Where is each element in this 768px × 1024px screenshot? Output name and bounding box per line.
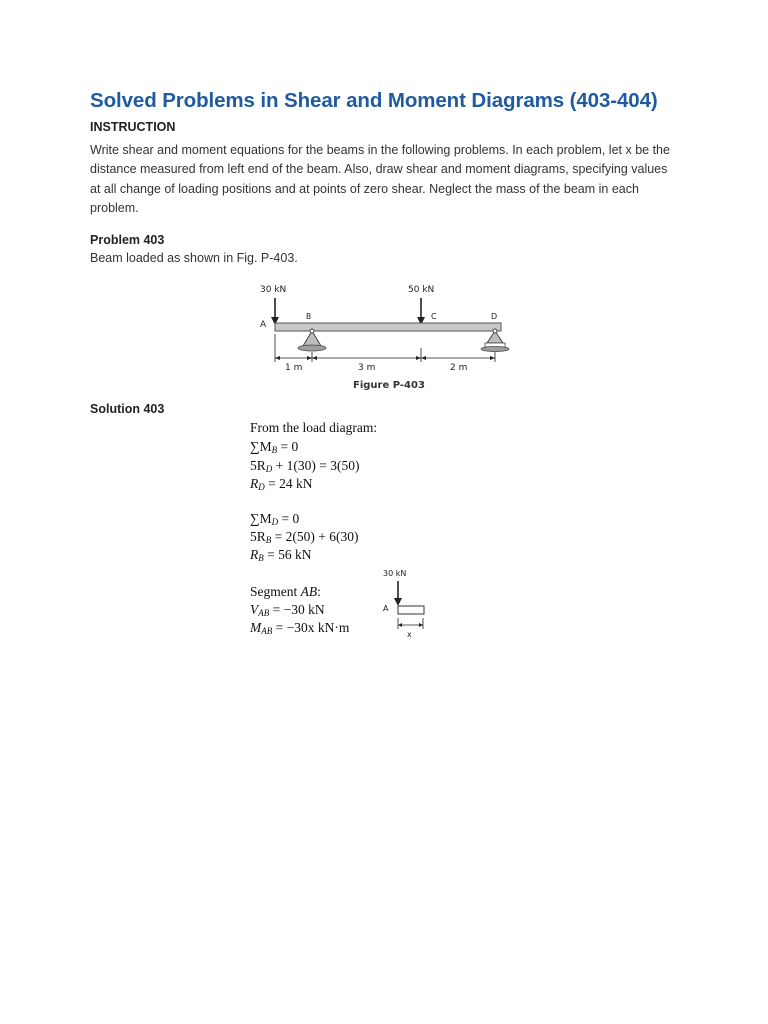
eq-mab: $M_{AB} = -30x$ kN·m [250, 620, 350, 636]
solution-intro: From the load diagram: [250, 420, 378, 435]
point-d-label: D [491, 312, 498, 321]
eq-rb: $R_B = 56$ kN [250, 547, 312, 563]
eq-moment-d: $5R_B = 2(50) + 6(30)$ [250, 529, 359, 545]
point-a-label: A [260, 320, 267, 330]
dim-3-label: 2 m [450, 363, 468, 373]
point-c-label: C [431, 312, 437, 321]
beam-figure [245, 278, 525, 393]
load-c-arrow [417, 298, 425, 325]
load-c-label: 50 kN [408, 285, 435, 295]
dim-1-label: 1 m [285, 363, 303, 373]
eq-rd: $R_D = 24$ kN [250, 476, 313, 492]
load-a-label: 30 kN [260, 285, 287, 295]
page-title: Solved Problems in Shear and Moment Diagrams (403-404) [90, 89, 658, 112]
load-a-arrow [271, 298, 279, 325]
seg-beam [398, 606, 424, 614]
dim-2-label: 3 m [358, 363, 376, 373]
eq-sum-mb: $\sum M_B = 0$ [250, 439, 299, 455]
seg-load-arrow [394, 581, 402, 606]
beam [275, 323, 501, 331]
eq-vab: $V_{AB} = -30$ kN [250, 602, 325, 618]
segment-heading: Segment AB: [250, 584, 321, 599]
instruction-text: Write shear and moment equations for the beams in the following problems. In each problem, let x be the distance measured from left end of the beam. Also, draw shear and moment diagrams, specifying values at all change of loading positions and at points of zero shear. Neglect the mass of the beam in each problem. [90, 143, 670, 215]
seg-point-a-label: A [383, 604, 389, 613]
seg-dimension [398, 618, 423, 629]
segment-ab-figure [378, 565, 438, 640]
instruction-heading: INSTRUCTION [90, 120, 176, 134]
eq-moment-b: $5R_D + 1(30) = 3(50)$ [250, 458, 360, 474]
problem-heading: Problem 403 [90, 233, 165, 247]
seg-dim-label: x [407, 630, 412, 639]
point-b-label: B [306, 312, 312, 321]
pin-support-b [298, 329, 326, 351]
problem-text: Beam loaded as shown in Fig. P-403. [90, 251, 298, 265]
figure-caption: Figure P-403 [353, 380, 425, 391]
solution-heading: Solution 403 [90, 402, 165, 416]
seg-load-label: 30 kN [383, 569, 407, 578]
roller-support-d [481, 329, 509, 352]
eq-sum-md: $\sum M_D = 0$ [250, 511, 300, 527]
